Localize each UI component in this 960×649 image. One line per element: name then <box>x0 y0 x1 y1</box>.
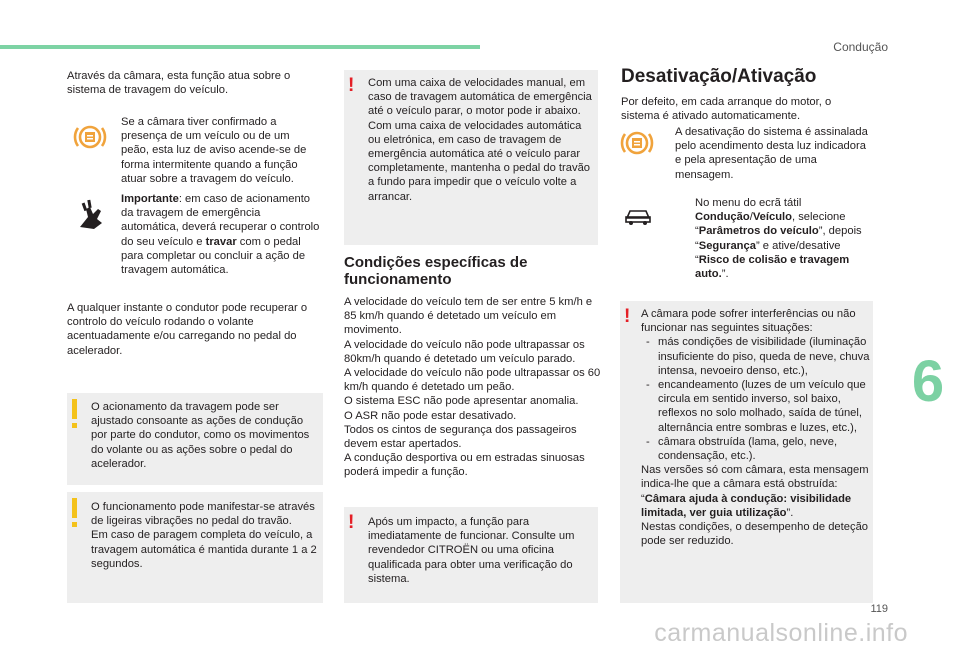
warning-exclamation-icon: ! <box>348 75 355 96</box>
hands-on-wheel-icon <box>76 197 106 231</box>
important-part1: : em caso de acionamento da travagem de emergência automática, deverá recuperar o controlo do seu veículo e <box>121 193 320 248</box>
header-accent-bar <box>0 45 480 49</box>
conditions-heading: Condições específicas de funcionamento <box>344 254 528 288</box>
interference-intro: A câmara pode sofrer interferências ou não funcionar nas seguintes situações: <box>641 308 856 335</box>
info-text-adjustment: O acionamento da travagem pode ser ajustado consoante as ações de condução por parte do condutor, como os movimentos do volante ou as ações sobre o pedal do acelerador. <box>91 401 310 470</box>
warning-box-impact <box>344 507 598 603</box>
interference-message-name: Câmara ajuda à condução: visibilidade limitada, ver guia utilização <box>641 492 852 519</box>
important-part2: com o pedal para completar ou concluir a ação de travagem automática. <box>121 235 306 277</box>
recover-control-text: A qualquer instante o condutor pode recuperar o controlo do veículo rodando o volante acentuadamente e/ou carregando no pedal do acelerador. <box>67 302 308 357</box>
brake-word: travar <box>205 235 237 248</box>
interference-message-text <box>641 463 871 548</box>
menu-part4: ” e ative/desative “ <box>695 239 841 266</box>
menu-collision-risk: Risco de colisão e travagem auto. <box>695 253 850 281</box>
deactivation-heading: Desativação/Ativação <box>621 66 817 87</box>
warning-text-impact: Após um impacto, a função para imediatamente de funcionar. Consulte um revendedor CITROËN ou uma oficina qualificada para obter uma verificação do sistema. <box>368 516 575 585</box>
section-title: Condução <box>833 40 888 54</box>
conditions-text: A velocidade do veículo tem de ser entre 5 km/h e 85 km/h quando é detetado um veículo em movimento. A velocidade do veículo não pode ultrapassar os 80km/h quando é detetado um veículo parado. A velocidade do veículo não pode ultrapassar os 60 km/h quando é detetado um peão. O sistema ESC não pode apresentar anomalia. O ASR não pode estar desativado. Todos os cintos de segurança dos passageiros devem estar apertados. A condução desportiva ou em estradas sinuosas poderá impedir a função. <box>344 296 601 479</box>
menu-driving: Condução <box>695 211 750 224</box>
warning-text-gearbox: Com uma caixa de velocidades manual, em caso de travagem automática de emergência até o veículo parar, o motor pode ir abaixo. Com uma caixa de velocidades automática ou eletrónica, em caso de travagem de emergência automática até o veículo parar completamente, mantenha o pedal do travão a fundo para impedir que o veículo volte a arrancar. <box>368 77 592 203</box>
page-number: 119 <box>870 603 888 615</box>
warning-exclamation-icon: ! <box>624 306 631 327</box>
menu-vehicle: Veículo <box>752 211 792 224</box>
menu-safety: Segurança <box>698 239 756 252</box>
interference-list <box>641 335 871 463</box>
menu-part5: ”. <box>721 268 729 281</box>
warning-light-text: Se a câmara tiver confirmado a presença de um veículo ou de um peão, esta luz de aviso acende-se de forma intermitente quando a função atuar sobre a travagem do veículo. <box>121 116 307 185</box>
info-box-vibration <box>67 492 323 603</box>
list-item: - más condições de visibilidade (iluminação insuficiente do piso, queda de neve, chuva intensa, nevoeiro denso, etc.), <box>641 335 871 378</box>
interference-part1: Nas versões só com câmara, esta mensagem indica-lhe que a câmara está obstruída: “ <box>641 464 869 505</box>
warning-box-interference <box>620 301 873 603</box>
info-box-adjustment <box>67 393 323 485</box>
deactivation-indicator-text: A desativação do sistema é assinalada pelo acendimento desta luz indicadora e pela apresentação de uma mensagem. <box>675 126 868 181</box>
interference-part2: ”. Nestas condições, o desempenho de deteção pode ser reduzido. <box>641 506 869 548</box>
menu-part3: ”, depois “ <box>695 225 862 252</box>
menu-part1: No menu do ecrã tátil <box>695 197 802 209</box>
vehicle-settings-icon <box>624 204 652 226</box>
intro-text: Através da câmara, esta função atua sobre o sistema de travagem do veículo. <box>67 70 291 97</box>
menu-sep: / <box>749 211 753 224</box>
chapter-number: 6 <box>911 349 945 414</box>
menu-part2: , selecione “ <box>695 211 846 238</box>
list-item: - câmara obstruída (lama, gelo, neve, condensação, etc.). <box>641 435 871 463</box>
list-item: - encandeamento (luzes de um veículo que circula em sentido inverso, sol baixo, reflexos no solo molhado, saída de túnel, alternância entre sombras e luzes, etc.), <box>641 378 871 435</box>
important-label: Importante <box>121 193 179 205</box>
warning-box-gearbox <box>344 70 598 245</box>
important-text <box>121 192 321 277</box>
default-activation-text: Por defeito, em cada arranque do motor, o sistema é ativado automaticamente. <box>621 96 832 123</box>
brake-off-indicator-icon <box>620 126 654 160</box>
brake-warning-icon <box>73 120 107 154</box>
info-text-vibration: O funcionamento pode manifestar-se através de ligeiras vibrações no pedal do travão. Em caso de paragem completa do veículo, a travagem automática é mantida durante 1 a 2 segundos. <box>91 501 317 570</box>
warning-exclamation-icon: ! <box>348 512 355 533</box>
menu-vehicle-params: Parâmetros do veículo <box>698 225 819 238</box>
watermark: carmanualsonline.info <box>654 619 908 647</box>
menu-instruction-text <box>695 196 873 281</box>
info-icon <box>72 399 77 419</box>
info-icon <box>72 498 77 518</box>
